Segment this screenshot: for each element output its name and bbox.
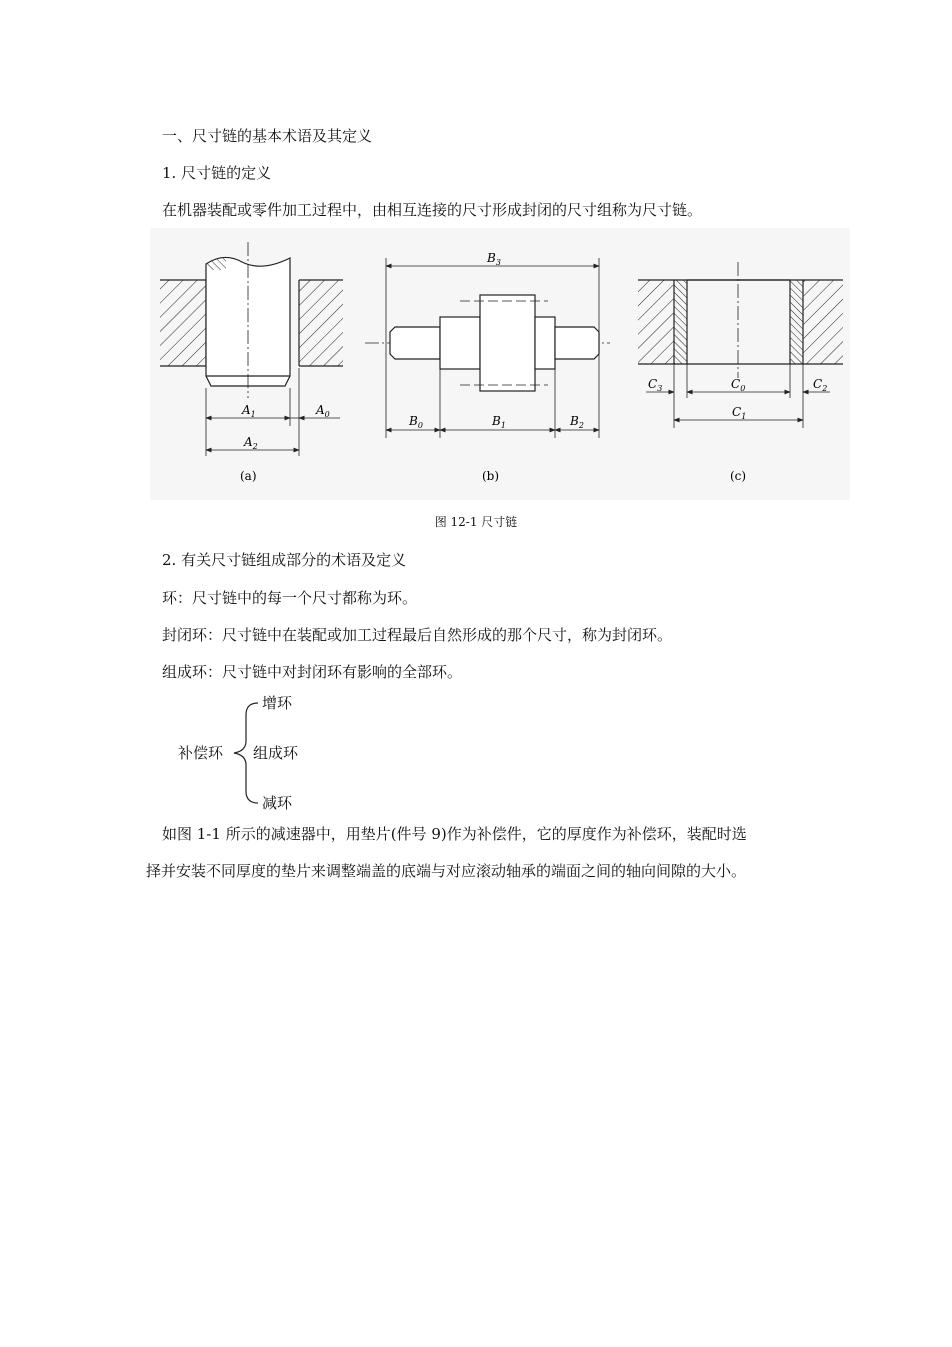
panel-c-label: (c) bbox=[730, 469, 747, 483]
brace-bottom-label: 减环 bbox=[262, 794, 293, 812]
panel-a-label: (a) bbox=[240, 469, 257, 483]
panel-b-label: (b) bbox=[482, 469, 500, 483]
dim-c2-label: $C_2$ bbox=[813, 377, 828, 393]
dim-c0-label: $C_0$ bbox=[731, 377, 746, 393]
dim-a1-label: $A_1$ bbox=[242, 403, 256, 419]
example-paragraph-line2: 择并安装不同厚度的垫片来调整端盖的底端与对应滚动轴承的端面之间的轴向间隙的大小。 bbox=[146, 862, 747, 880]
brace-middle-label: 组成环 bbox=[253, 744, 299, 762]
subsection-2-title: 2. 有关尺寸链组成部分的术语及定义 bbox=[162, 551, 407, 569]
dim-b0-label: $B_0$ bbox=[409, 414, 423, 430]
dim-b2-label: $B_2$ bbox=[570, 414, 584, 430]
example-paragraph-line1: 如图 1-1 所示的减速器中，用垫片(件号 9)作为补偿件，它的厚度作为补偿环，装配时选 bbox=[162, 825, 747, 843]
subsection-1-title: 1. 尺寸链的定义 bbox=[162, 164, 272, 182]
dim-b1-label: $B_1$ bbox=[492, 414, 506, 430]
brace-top-label: 增环 bbox=[262, 694, 293, 712]
dim-c3-label: $C_3$ bbox=[648, 377, 663, 393]
term-component-ring: 组成环：尺寸链中对封闭环有影响的全部环。 bbox=[162, 663, 463, 681]
section-title: 一、尺寸链的基本术语及其定义 bbox=[162, 127, 373, 145]
dimension-chain-figure bbox=[150, 228, 850, 500]
figure-caption: 图 12-1 尺寸链 bbox=[434, 515, 518, 529]
dim-b3-label: $B_3$ bbox=[487, 251, 501, 267]
dim-c1-label: $C_1$ bbox=[732, 405, 747, 421]
dim-a0-label: $A_0$ bbox=[316, 403, 330, 419]
term-closed-ring: 封闭环：尺寸链中在装配或加工过程最后自然形成的那个尺寸，称为封闭环。 bbox=[162, 626, 673, 644]
definition-paragraph: 在机器装配或零件加工过程中，由相互连接的尺寸形成封闭的尺寸组称为尺寸链。 bbox=[162, 201, 703, 219]
dim-a2-label: $A_2$ bbox=[244, 435, 258, 451]
term-ring: 环：尺寸链中的每一个尺寸都称为环。 bbox=[162, 589, 418, 607]
brace-left-label: 补偿环 bbox=[178, 744, 224, 762]
